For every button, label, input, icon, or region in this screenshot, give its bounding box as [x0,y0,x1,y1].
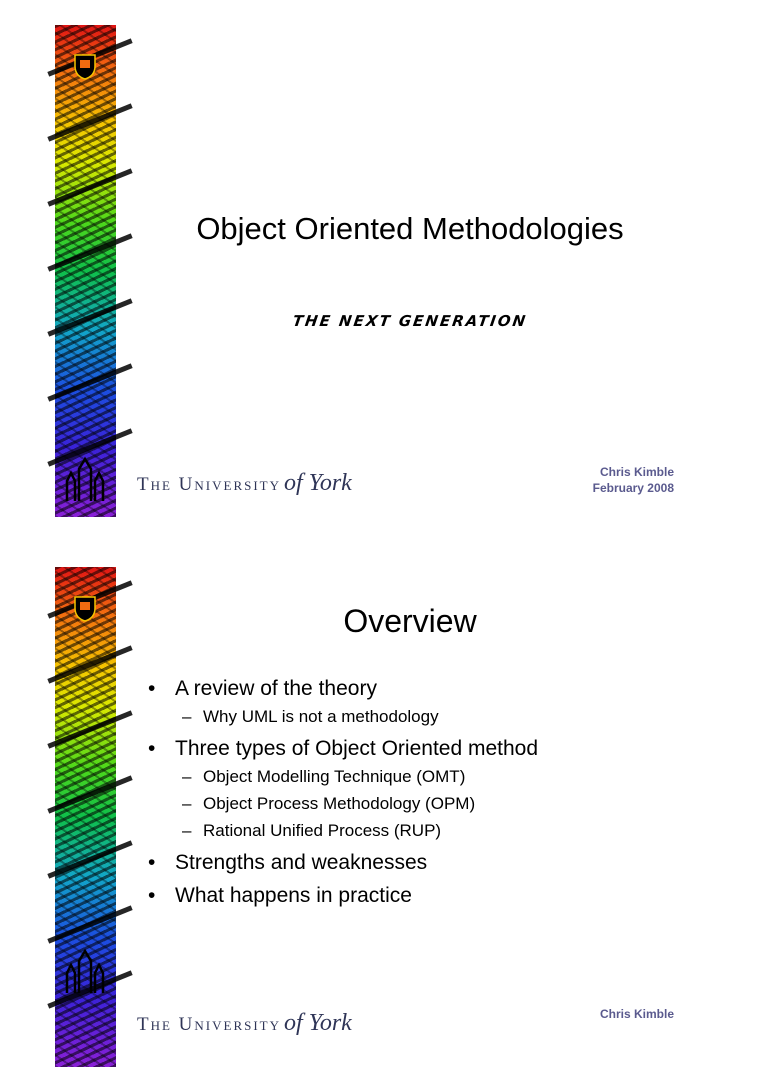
university-logo [137,470,352,497]
university-logo [137,1010,352,1037]
logo-script-text: of York [284,1010,352,1036]
crest-icon [74,596,96,622]
list-item: • Three types of Object Oriented method [148,734,708,763]
sub-list-item: – Object Modelling Technique (OMT) [148,763,708,790]
logo-main-text: The University [137,474,282,495]
crest-icon [74,54,96,80]
sub-list-item: – Rational Unified Process (RUP) [148,817,708,844]
logo-main-text: The University [137,1014,282,1035]
decorative-strip [55,567,116,1067]
logo-script-text: of York [284,470,352,496]
slide-title: Object Oriented Methodologies [196,211,624,246]
author-name: Chris Kimble [599,1007,674,1021]
slide-subtitle: THE NEXT GENERATION [291,312,529,330]
sub-list-item: – Object Process Methodology (OPM) [148,790,708,817]
slide-title: Overview [343,603,477,639]
decorative-strip [55,25,116,517]
cathedral-icon [61,947,109,995]
author-block [593,464,674,496]
list-item: • What happens in practice [148,881,708,910]
slide-2 [0,540,768,1036]
list-item: • A review of the theory [148,674,708,703]
overview-list [148,674,708,910]
author-name: Chris Kimble [599,465,674,479]
list-item: • Strengths and weaknesses [148,848,708,877]
cathedral-icon [61,455,109,503]
sub-list-item: – Why UML is not a methodology [148,703,708,730]
presentation-date: February 2008 [592,481,674,495]
author-block [600,1006,674,1022]
